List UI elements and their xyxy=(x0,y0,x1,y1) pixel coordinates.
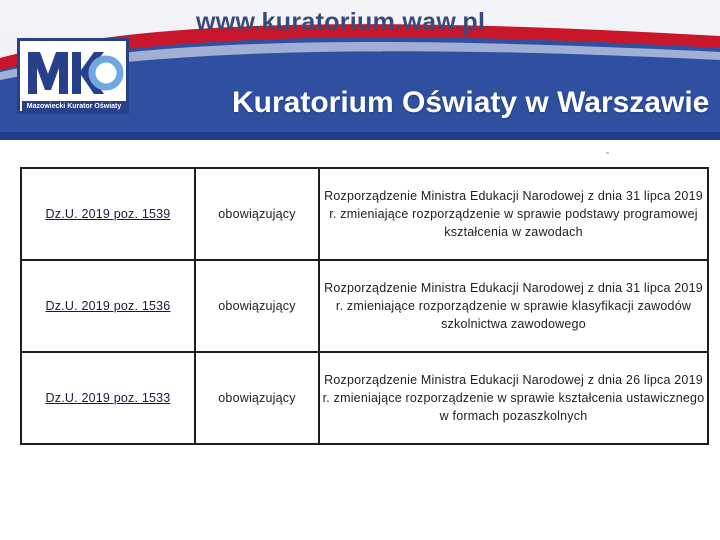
site-url[interactable]: www.kuratorium.waw.pl xyxy=(196,8,486,36)
status-cell: obowiązujący xyxy=(195,260,319,352)
page-title: Kuratorium Oświaty w Warszawie xyxy=(232,86,710,119)
reference-link[interactable]: Dz.U. 2019 poz. 1533 xyxy=(45,391,171,405)
description-cell: Rozporządzenie Ministra Edukacji Narodowej z dnia 31 lipca 2019 r. zmieniające rozporządzenie w sprawie klasyfikacji zawodów szkolnictwa zawodowego xyxy=(319,260,708,352)
legal-acts-table xyxy=(20,167,709,445)
reference-link[interactable]: Dz.U. 2019 poz. 1539 xyxy=(45,207,171,221)
table-row xyxy=(21,352,708,444)
reference-cell xyxy=(21,260,195,352)
reference-cell xyxy=(21,168,195,260)
status-cell: obowiązujący xyxy=(195,168,319,260)
status-cell: obowiązujący xyxy=(195,352,319,444)
table-row xyxy=(21,168,708,260)
divider-mark xyxy=(606,152,609,154)
mko-logo-icon xyxy=(24,44,124,100)
logo[interactable] xyxy=(17,38,129,114)
reference-link[interactable]: Dz.U. 2019 poz. 1536 xyxy=(45,299,171,313)
header-banner xyxy=(0,0,720,140)
description-cell: Rozporządzenie Ministra Edukacji Narodowej z dnia 26 lipca 2019 r. zmieniające rozporządzenie w sprawie kształcenia ustawicznego w formach pozaszkolnych xyxy=(319,352,708,444)
description-cell: Rozporządzenie Ministra Edukacji Narodowej z dnia 31 lipca 2019 r. zmieniające rozporządzenie w sprawie podstawy programowej kształcenia w zawodach xyxy=(319,168,708,260)
logo-caption: Mazowiecki Kurator Oświaty xyxy=(22,101,126,112)
table-row xyxy=(21,260,708,352)
reference-cell xyxy=(21,352,195,444)
